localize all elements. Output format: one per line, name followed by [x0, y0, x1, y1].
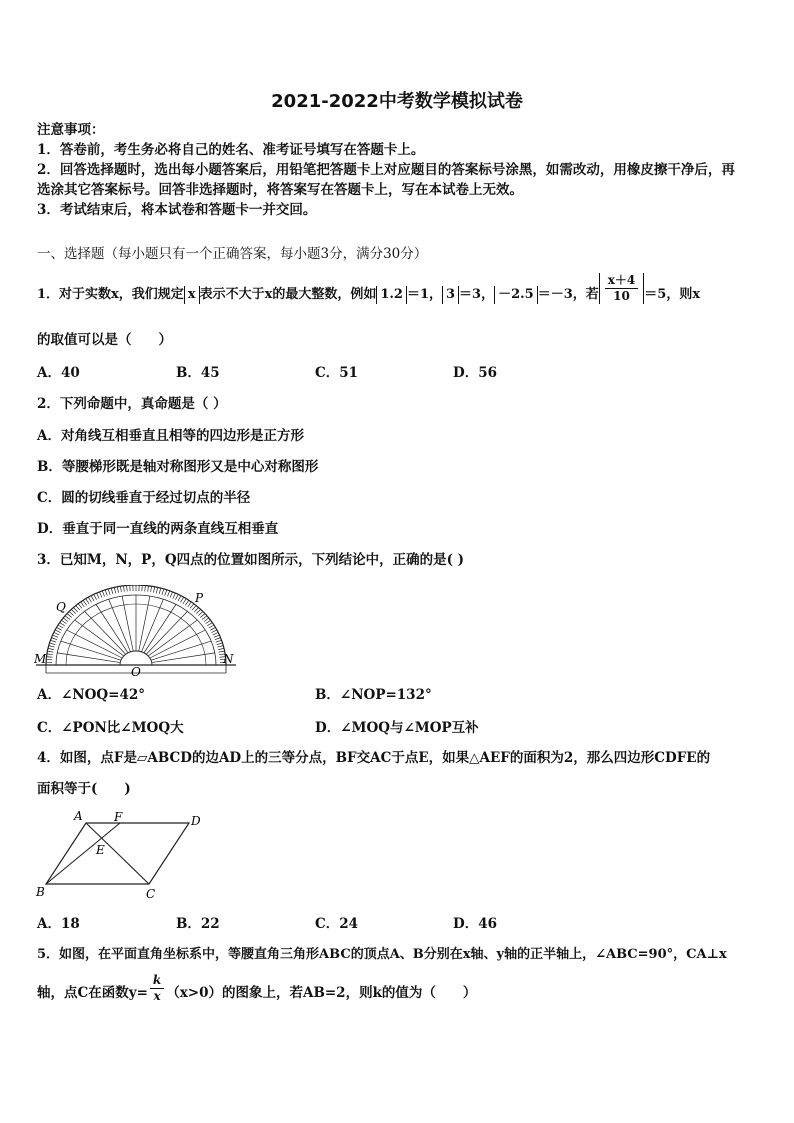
label-e: E	[96, 843, 105, 857]
protractor-tick	[65, 616, 70, 620]
protractor-tick	[214, 635, 220, 637]
protractor-tick	[60, 623, 65, 626]
protractor-tick	[216, 640, 222, 642]
protractor-tick	[48, 648, 54, 649]
section-heading: 一、选择题（每小题只有一个正确答案，每小题3分，满分30分）	[37, 246, 428, 262]
option-d[interactable]: D．垂直于同一直线的两条直线互相垂直	[37, 521, 279, 537]
protractor-tick	[215, 638, 221, 640]
protractor-tick	[204, 618, 209, 622]
protractor-tick	[120, 586, 121, 592]
protractor-tick	[51, 638, 57, 640]
protractor-tick	[148, 586, 149, 592]
protractor-tick	[49, 646, 55, 647]
notice-heading: 注意事项：	[37, 122, 105, 138]
protractor-tick	[54, 632, 59, 634]
label-o: O	[131, 665, 141, 677]
protractor-tick	[47, 651, 53, 652]
protractor-tick	[55, 630, 60, 633]
protractor-tick	[196, 609, 200, 613]
protractor-tick	[58, 625, 63, 628]
protractor-tick	[88, 597, 91, 602]
protractor-tick	[67, 614, 72, 618]
protractor-tick	[145, 585, 146, 591]
protractor-tick	[127, 585, 128, 591]
protractor-tick	[57, 627, 62, 630]
protractor-tick	[167, 591, 169, 597]
protractor-ray	[109, 599, 131, 652]
protractor-tick	[83, 600, 87, 605]
protractor-tick	[217, 643, 223, 645]
question-4-stem: 4．如图，点F是▱ABCD的边AD上的三等分点，BF交AC于点E，如果△AEF的面积为2，那么四边形CDFE的	[37, 750, 711, 766]
protractor-figure	[34, 585, 244, 677]
protractor-tick	[63, 618, 68, 622]
protractor-tick	[192, 606, 196, 610]
protractor-tick	[162, 589, 164, 595]
notice-item: 3．考试结束后，将本试卷和答题卡一并交回。	[37, 202, 317, 218]
label-c: C	[146, 887, 156, 901]
protractor-tick	[211, 630, 216, 633]
protractor-tick	[209, 625, 214, 628]
protractor-tick	[78, 604, 82, 609]
protractor-tick	[105, 590, 107, 596]
label-n: N	[223, 652, 234, 666]
question-1-stem: 1．对于实数x，我们规定 x 表示不大于x的最大整数，例如 1.2 ＝1， 3 ＝3， －2.5 ＝－3，若 $\frac{x+4}{10}$ ＝5，则x	[37, 273, 701, 303]
protractor-tick	[188, 602, 192, 607]
label-p: P	[195, 591, 204, 605]
protractor-tick	[73, 607, 77, 611]
protractor-tick	[185, 600, 189, 605]
protractor-tick	[71, 609, 75, 613]
protractor-tick	[117, 587, 118, 593]
option-d[interactable]: D．56	[453, 365, 497, 381]
protractor-tick	[156, 587, 157, 593]
option-c[interactable]: C．圆的切线垂直于经过切点的半径	[37, 490, 251, 506]
protractor-tick	[111, 588, 113, 594]
question-5-stem-cont: 轴，点C在函数y= $\frac{k}{x}$ （x>0）的图象上，若AB=2，则k的值为（ ）	[37, 973, 477, 1003]
question-4-stem-cont: 面积等于( )	[37, 781, 131, 797]
protractor-tick	[183, 599, 186, 604]
floor-bracket: x	[184, 286, 200, 304]
protractor-tick	[123, 586, 124, 592]
page-title: 2021-2022中考数学模拟试卷	[271, 91, 523, 112]
option-a[interactable]: A．18	[37, 916, 80, 932]
protractor-tick	[207, 623, 212, 626]
option-d[interactable]: D．∠MOQ与∠MOP互补	[315, 720, 479, 736]
protractor-tick	[170, 592, 172, 597]
label-f: F	[114, 810, 123, 824]
label-q: Q	[56, 600, 66, 614]
protractor-tick	[76, 606, 80, 610]
protractor-tick	[159, 588, 161, 594]
notice-item: 1．答卷前，考生务必将自己的姓名、准考证号填写在答题卡上。	[37, 142, 425, 158]
option-c[interactable]: C．∠PON比∠MOQ大	[37, 720, 184, 736]
question-2-stem: 2．下列命题中，真命题是（ ）	[37, 396, 227, 412]
protractor-tick	[181, 597, 184, 602]
protractor-tick	[153, 587, 154, 593]
protractor-tick	[49, 643, 55, 645]
option-b[interactable]: B．45	[176, 365, 220, 381]
label-b: B	[36, 885, 45, 899]
option-b[interactable]: B．∠NOP=132°	[315, 687, 432, 703]
option-d[interactable]: D．46	[453, 916, 497, 932]
protractor-tick	[69, 611, 73, 615]
protractor-tick	[210, 627, 215, 630]
notice-item: 选涂其它答案标号。回答非选择题时，将答案写在答题卡上，写在本试卷上无效。	[37, 182, 523, 198]
option-a[interactable]: A．40	[37, 365, 80, 381]
protractor-tick	[86, 599, 89, 604]
notice-item: 2．回答选择题时，选出每小题答案后，用铅笔把答题卡上对应题目的答案标号涂黑，如需改动，用橡皮擦干净后，再	[37, 162, 735, 178]
protractor-tick	[47, 654, 53, 655]
protractor-tick	[114, 587, 115, 593]
protractor-tick	[91, 596, 94, 601]
label-m: M	[34, 652, 47, 666]
option-a[interactable]: A．∠NOQ=42°	[37, 687, 145, 703]
protractor-tick	[102, 591, 104, 597]
protractor-tick	[190, 604, 194, 609]
protractor-tick	[61, 620, 66, 623]
protractor-tick	[173, 593, 176, 598]
protractor-tick	[165, 590, 167, 596]
question-3-stem: 3．已知M，N，P，Q四点的位置如图所示，下列结论中，正确的是( )	[37, 552, 465, 568]
parallelogram-figure	[34, 808, 214, 903]
protractor-tick	[218, 648, 224, 649]
protractor-tick	[99, 592, 101, 597]
option-c[interactable]: C．24	[315, 916, 359, 932]
protractor-tick	[151, 586, 152, 592]
protractor-tick	[94, 594, 97, 599]
question-1-stem-cont: 的取值可以是（ ）	[37, 332, 172, 348]
protractor-tick	[194, 607, 198, 611]
protractor-tick	[108, 589, 110, 595]
protractor-tick	[198, 611, 202, 615]
protractor-tick	[46, 657, 52, 658]
question-5-stem: 5．如图，在平面直角坐标系中，等腰直角三角形ABC的顶点A、B分别在x轴、y轴的正半轴上，∠ABC=90°，CA⊥x	[37, 947, 727, 962]
protractor-tick	[53, 635, 59, 637]
protractor-tick	[218, 646, 224, 647]
protractor-tick	[206, 620, 211, 623]
protractor-tick	[178, 596, 181, 601]
protractor-tick	[200, 614, 205, 618]
protractor-tick	[202, 616, 207, 620]
fraction: $\frac{x+4}{10}$	[605, 273, 639, 304]
protractor-tick	[97, 593, 100, 598]
label-d: D	[191, 814, 201, 828]
protractor-tick	[175, 594, 178, 599]
fraction: $\frac{k}{x}$	[150, 973, 164, 1004]
protractor-ray	[141, 599, 163, 652]
option-b[interactable]: B．22	[176, 916, 220, 932]
option-c[interactable]: C．51	[315, 365, 359, 381]
option-b[interactable]: B．等腰梯形既是轴对称图形又是中心对称图形	[37, 459, 319, 475]
protractor-tick	[50, 640, 56, 642]
protractor-tick	[81, 602, 85, 607]
option-a[interactable]: A．对角线互相垂直且相等的四边形是正方形	[37, 428, 304, 444]
label-a: A	[74, 809, 83, 823]
protractor-tick	[213, 632, 218, 634]
